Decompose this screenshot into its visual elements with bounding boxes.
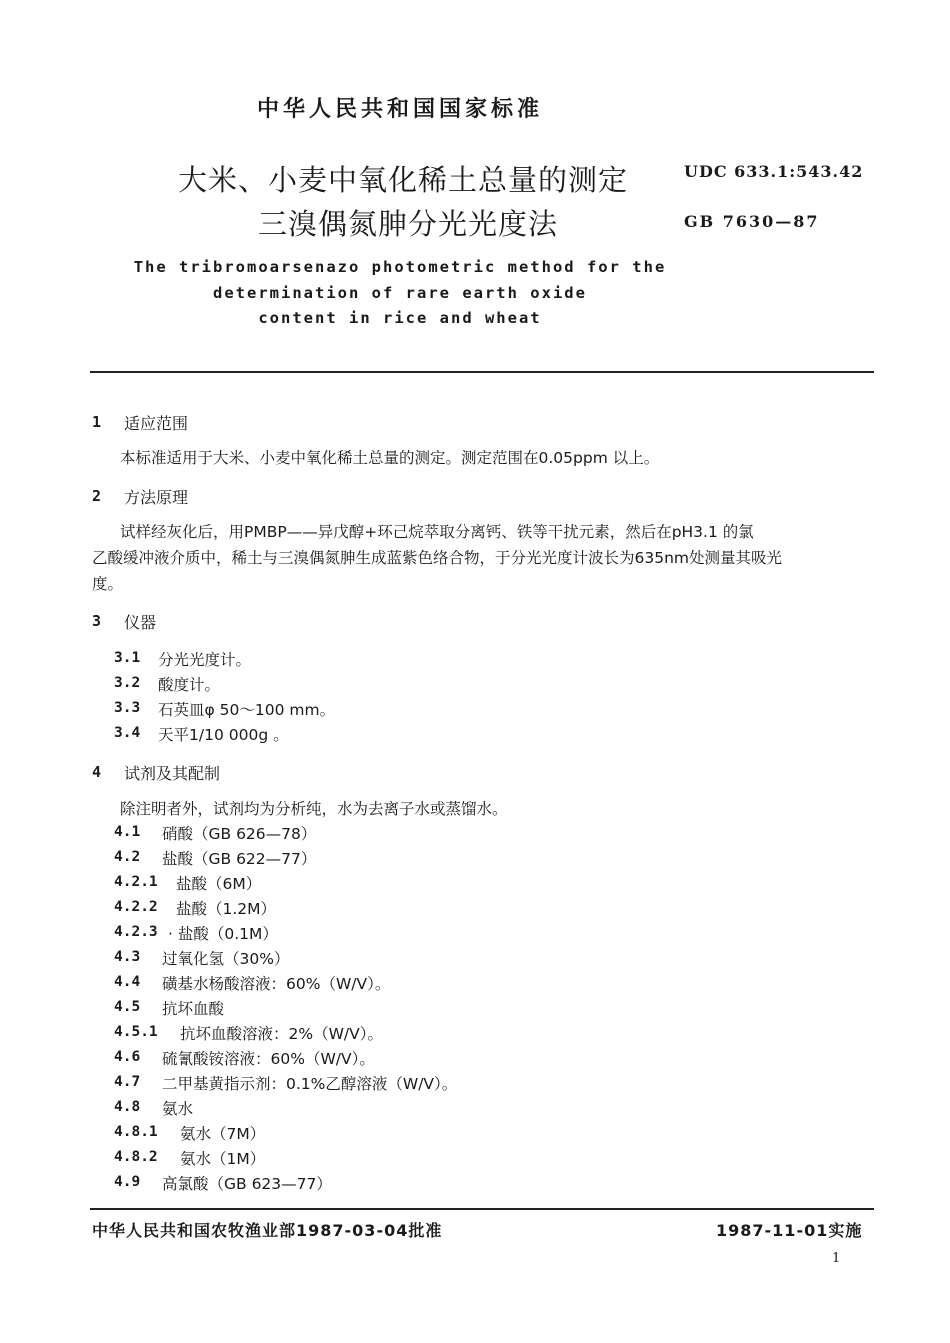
clause-number: 4.3 — [114, 949, 141, 965]
clause-text: 磺基水杨酸溶液：60%（W/V）。 — [162, 975, 391, 993]
section-number: 4 — [92, 763, 102, 781]
clause-number: 4.2.1 — [114, 874, 158, 890]
section-paragraph-line: 度。 — [92, 575, 124, 593]
clause-number: 4.8 — [114, 1099, 141, 1115]
clause-text: 抗坏血酸溶液：2%（W/V）。 — [180, 1025, 383, 1043]
section-number: 2 — [92, 487, 102, 505]
clause-text: 盐酸（6M） — [176, 875, 262, 893]
section-paragraph-line: 试样经灰化后，用PMBP——异戊醇+环己烷萃取分离钙、铁等干扰元素，然后在pH3.1 的氯 — [120, 523, 754, 541]
clause-text: 酸度计。 — [158, 676, 221, 694]
section-paragraph: 本标准适用于大米、小麦中氧化稀土总量的测定。测定范围在0.05ppm 以上。 — [120, 449, 660, 467]
clause-number: 4.8.2 — [114, 1149, 158, 1165]
clause-text: 高氯酸（GB 623—77） — [162, 1175, 332, 1193]
clause-text: 硫氰酸铵溶液：60%（W/V）。 — [162, 1050, 375, 1068]
clause-number: 3.3 — [114, 700, 141, 716]
clause-number: 4.8.1 — [114, 1124, 158, 1140]
clause-number: 4.5.1 — [114, 1024, 158, 1040]
clause-number: 3.4 — [114, 725, 141, 741]
clause-number: 3.2 — [114, 675, 141, 691]
clause-text: 抗坏血酸 — [162, 1000, 225, 1018]
section-number: 1 — [92, 413, 102, 431]
standard-title: 中华人民共和国国家标准 — [256, 97, 543, 122]
clause-number: 3.1 — [114, 650, 141, 666]
approval-note: 中华人民共和国农牧渔业部1987-03-04批准 — [92, 1221, 443, 1240]
clause-text: 二甲基黄指示剂：0.1%乙醇溶液（W/V）。 — [162, 1075, 458, 1093]
english-title-line2: determination of rare earth oxide — [213, 284, 587, 302]
section-title: 仪器 — [124, 613, 157, 632]
clause-number: 4.9 — [114, 1174, 141, 1190]
clause-text: 石英皿φ 50～100 mm。 — [158, 701, 336, 719]
clause-text: 天平1/10 000g 。 — [158, 726, 289, 744]
document-title-line2: 三溴偶氮胂分光光度法 — [258, 207, 559, 241]
english-title-line1: The tribromoarsenazo photometric method for the — [133, 258, 667, 276]
gb-code: GB 7630—87 — [684, 212, 820, 231]
clause-number: 4.2 — [114, 849, 141, 865]
clause-number: 4.1 — [114, 824, 141, 840]
clause-number: 4.4 — [114, 974, 141, 990]
udc-code: UDC 633.1:543.42 — [684, 162, 864, 181]
english-title-line3: content in rice and wheat — [258, 309, 542, 327]
clause-number: 4.5 — [114, 999, 141, 1015]
clause-number: 4.2.2 — [114, 899, 158, 915]
document-title-line1: 大米、小麦中氧化稀土总量的测定 — [178, 163, 629, 197]
section-title: 方法原理 — [124, 488, 189, 507]
implementation-date: 1987-11-01实施 — [716, 1221, 863, 1240]
page-number: 1 — [832, 1251, 841, 1266]
section-paragraph: 除注明者外，试剂均为分析纯，水为去离子水或蒸馏水。 — [120, 800, 508, 818]
section-title: 试剂及其配制 — [124, 764, 221, 783]
clause-text: 氨水（7M） — [180, 1125, 266, 1143]
header-divider — [90, 371, 874, 373]
clause-text: 盐酸（1.2M） — [176, 900, 277, 918]
clause-text: 硝酸（GB 626—78） — [162, 825, 317, 843]
section-number: 3 — [92, 612, 102, 630]
clause-number: 4.2.3 — [114, 924, 158, 940]
clause-text: 分光光度计。 — [158, 651, 252, 669]
section-title: 适应范围 — [124, 414, 189, 433]
clause-number: 4.7 — [114, 1074, 141, 1090]
footer-divider — [90, 1208, 874, 1210]
section-paragraph-line: 乙酸缓冲液介质中，稀土与三溴偶氮胂生成蓝紫色络合物，于分光光度计波长为635nm处测量其吸光 — [92, 549, 783, 567]
clause-text: 盐酸（GB 622—77） — [162, 850, 317, 868]
clause-text: 过氧化氢（30%） — [162, 950, 290, 968]
clause-number: 4.6 — [114, 1049, 141, 1065]
clause-text: 氨水 — [162, 1100, 194, 1118]
clause-text: · 盐酸（0.1M） — [168, 925, 278, 943]
clause-text: 氨水（1M） — [180, 1150, 266, 1168]
